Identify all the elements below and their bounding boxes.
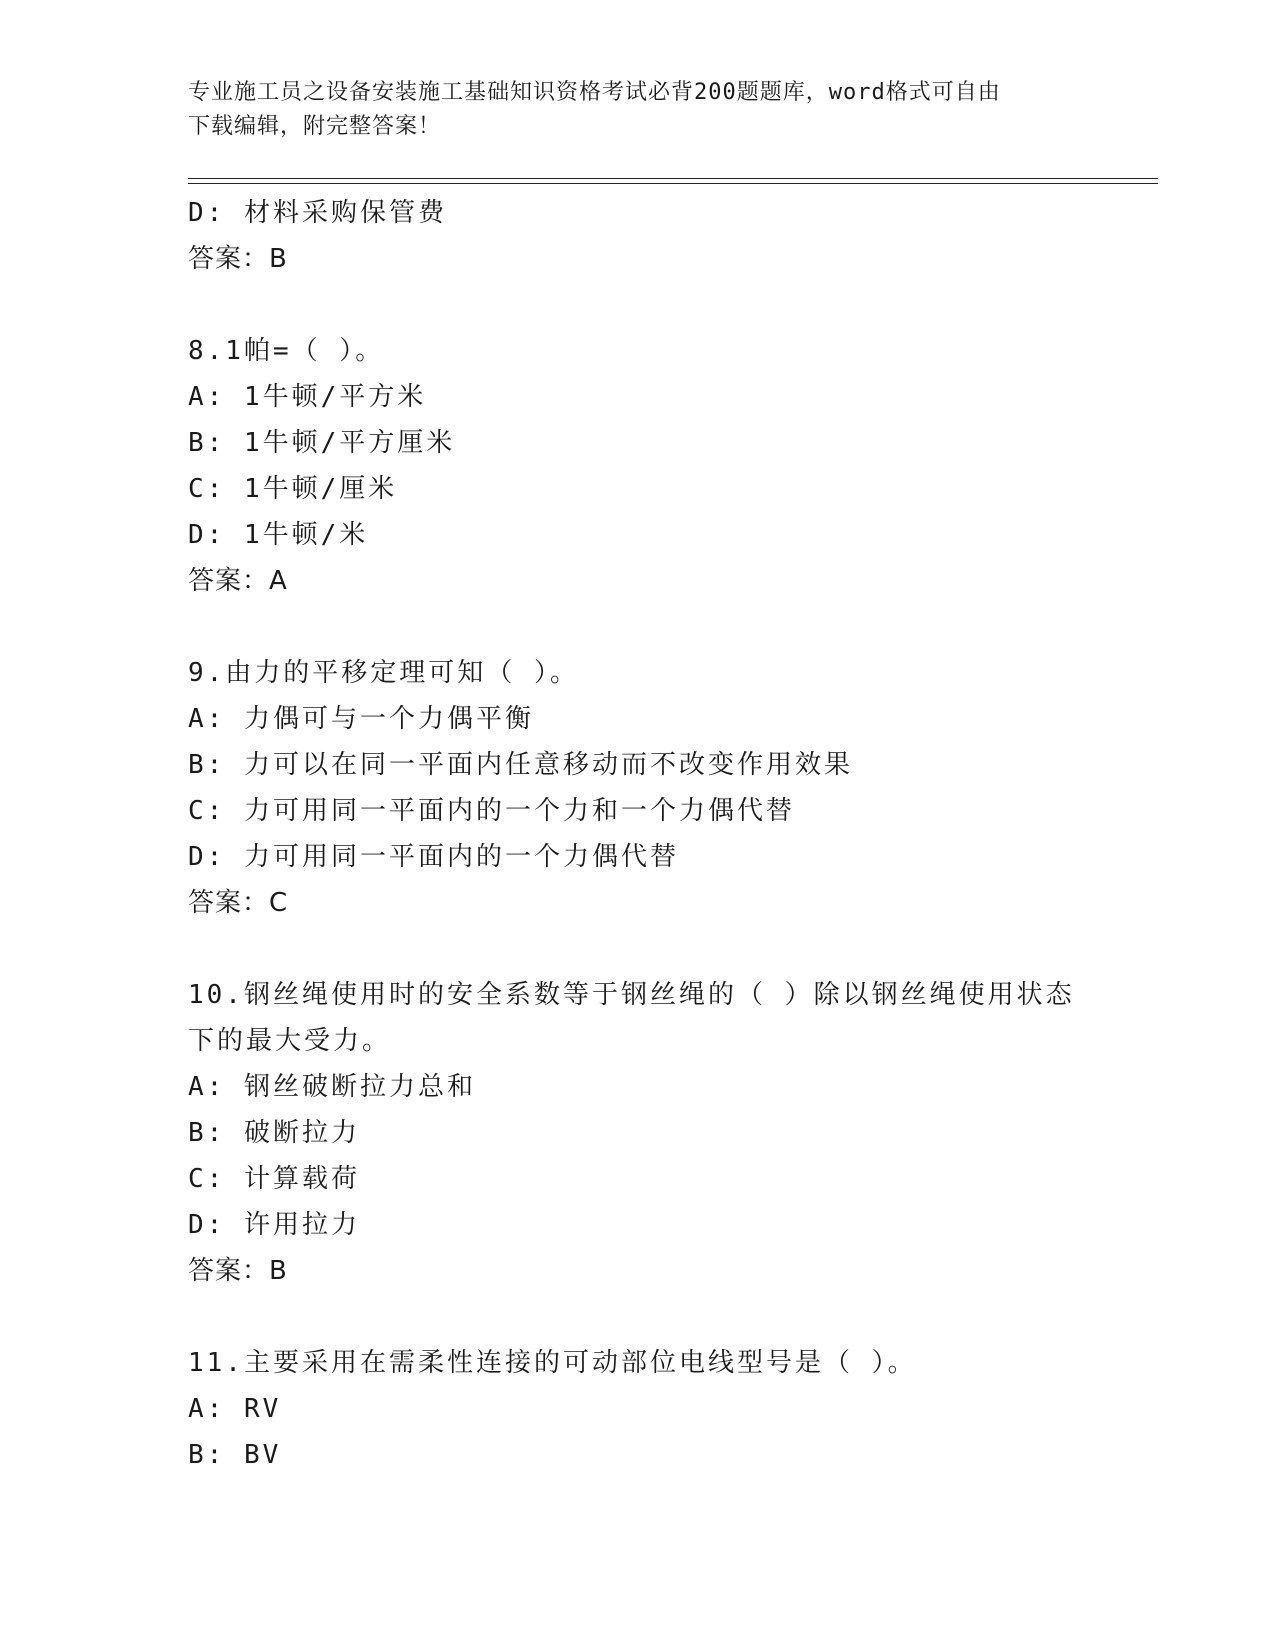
option-c: C: 力可用同一平面内的一个力和一个力偶代替 (188, 796, 795, 826)
option-b: B: 1牛顿/平方厘米 (188, 428, 456, 458)
option-c: C: 1牛顿/厘米 (188, 474, 398, 504)
option-d: D: 力可用同一平面内的一个力偶代替 (188, 842, 679, 872)
option-d: D: 1牛顿/米 (188, 520, 369, 550)
question-stem: 9.由力的平移定理可知（ ）。 (188, 658, 579, 688)
option-c: C: 计算载荷 (188, 1164, 360, 1194)
option-b: B: 力可以在同一平面内任意移动而不改变作用效果 (188, 750, 853, 780)
option-a: A: RV (188, 1394, 282, 1424)
question-spacer (188, 926, 1088, 972)
header-divider-bottom (188, 183, 1158, 184)
option-a: A: 钢丝破断拉力总和 (188, 1072, 476, 1102)
question-10 (188, 972, 1088, 1294)
question-spacer (188, 1294, 1088, 1340)
question-stem-continued: 下的最大受力。 (188, 1026, 392, 1056)
header-line-1: 专业施工员之设备安装施工基础知识资格考试必背200题题库，word格式可自由 (188, 80, 1001, 105)
answer: 答案：C (188, 888, 289, 918)
option-b: B: BV (188, 1440, 282, 1470)
option-d: D: 许用拉力 (188, 1210, 360, 1240)
answer: 答案：A (188, 566, 288, 596)
question-stem: 10.钢丝绳使用时的安全系数等于钢丝绳的（ ）除以钢丝绳使用状态 (188, 980, 1075, 1010)
question-spacer (188, 282, 1088, 328)
question-spacer (188, 604, 1088, 650)
option-d: D: 材料采购保管费 (188, 198, 447, 228)
option-a: A: 力偶可与一个力偶平衡 (188, 704, 534, 734)
document-header (188, 76, 1068, 144)
question-8 (188, 328, 1088, 604)
question-11 (188, 1340, 1088, 1478)
question-list (188, 190, 1088, 1478)
question-9 (188, 650, 1088, 926)
header-divider-top (188, 178, 1158, 179)
header-line-2: 下载编辑，附完整答案！ (188, 114, 442, 139)
option-a: A: 1牛顿/平方米 (188, 382, 427, 412)
question-stem: 11.主要采用在需柔性连接的可动部位电线型号是（ ）。 (188, 1348, 917, 1378)
answer: 答案：B (188, 244, 288, 274)
question-stem: 8.1帕=（ ）。 (188, 336, 385, 366)
answer: 答案：B (188, 1256, 288, 1286)
option-b: B: 破断拉力 (188, 1118, 360, 1148)
